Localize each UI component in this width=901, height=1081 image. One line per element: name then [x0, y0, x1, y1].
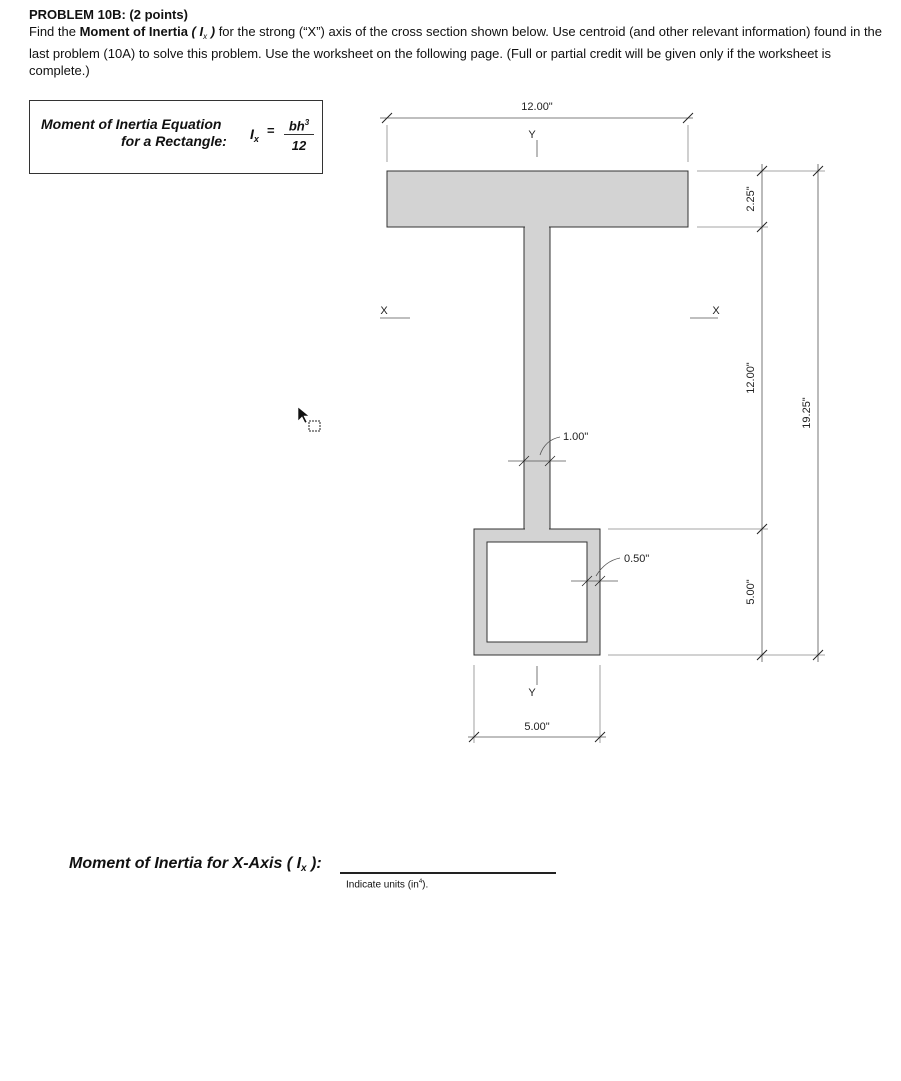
bottom-width-label: 5.00"	[524, 721, 550, 733]
web-thickness-label: 1.00"	[563, 431, 589, 443]
problem-description: Find the Moment of Inertia ( $I_x$ ) for the strong (“X”) axis of the cross section shown below. Use centroid (and other relevant information) found in the last problem (10A) to solve this problem. Use the worksheet on the following page. (Full or partial credit will be given only if the worksheet is complete.)	[29, 24, 883, 78]
equation-numerator: $bh^3$	[284, 115, 314, 135]
tube-depth-label: 5.00"	[745, 579, 757, 605]
flange-depth-label: 2.25"	[745, 186, 757, 212]
problem-title: PROBLEM 10B: (2 points)	[29, 7, 188, 22]
web-tube-joint	[525, 527, 549, 531]
equation-lhs: $I_x$	[250, 126, 259, 144]
x-axis-right-label: X	[712, 305, 720, 317]
total-depth-label: 19.25"	[801, 397, 813, 429]
answer-label: Moment of Inertia for X-Axis ( $I_x$ ):	[69, 855, 322, 874]
answer-blank-line[interactable]	[340, 872, 556, 874]
x-axis-left-label: X	[380, 305, 388, 317]
flange-web-joint	[525, 225, 549, 229]
equation-equals: =	[267, 123, 275, 138]
vertical-dimensions	[608, 164, 825, 662]
equation-label-line1: Moment of Inertia Equation	[41, 116, 222, 132]
equation-label-line2: for a Rectangle:	[121, 133, 227, 149]
mouse-cursor-icon	[298, 407, 320, 431]
tube-inner	[487, 542, 587, 642]
top-width-dimension	[380, 113, 693, 162]
units-note: Indicate units $(in^4)$.	[346, 879, 429, 891]
top-flange	[387, 171, 688, 227]
tube-thickness-label: 0.50"	[624, 553, 650, 565]
y-axis-bottom-label: Y	[528, 687, 536, 699]
y-axis-top-label: Y	[528, 129, 536, 141]
equation-denominator: 12	[291, 138, 307, 153]
web	[524, 227, 550, 529]
top-width-label: 12.00"	[521, 101, 553, 113]
web-depth-label: 12.00"	[745, 362, 757, 394]
